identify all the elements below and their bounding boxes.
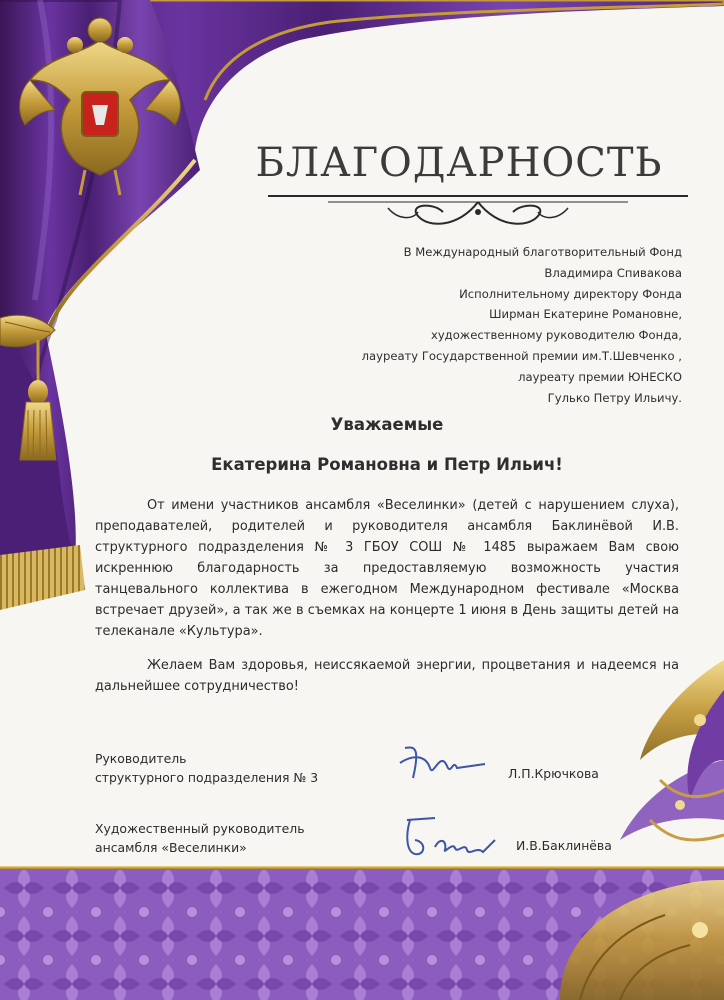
addressee-line: лауреату премии ЮНЕСКО xyxy=(518,369,682,384)
signature-2-image xyxy=(395,812,505,867)
greeting-line-2: Екатерина Романовна и Петр Ильич! xyxy=(211,455,563,474)
signatory-2-name: И.В.Баклинёва xyxy=(516,838,612,853)
signatory-2-role xyxy=(95,819,305,857)
addressee-block xyxy=(242,242,682,408)
addressee-line: Ширман Екатерине Романовне, xyxy=(489,307,682,322)
addressee-line: лауреату Государственной премии им.Т.Шевченко , xyxy=(361,348,682,363)
signatory-2-role-line2: ансамбля «Веселинки» xyxy=(95,840,247,855)
signatory-2-role-line1: Художественный руководитель xyxy=(95,821,305,836)
document-title: БЛАГОДАРНОСТЬ xyxy=(255,140,663,186)
signature-1-image xyxy=(395,738,505,788)
addressee-line: В Международный благотворительный Фонд xyxy=(403,245,682,259)
addressee-line: Владимира Спивакова xyxy=(544,265,682,280)
addressee-line: художественному руководителю Фонда, xyxy=(430,328,682,343)
addressee-line: Гулько Петру Ильичу. xyxy=(547,390,682,405)
title-ornament xyxy=(268,188,688,230)
paragraph-gratitude: От имени участников ансамбля «Веселинки» (детей с нарушением слуха), преподавателей, родителей и руководителя ансамбля Баклинёвой И.В. структурного подразделения № 3 ГБОУ СОШ № 1485 выражаем Вам свою искреннюю благодарность за предоставляемую возможность участия танцевального коллектива в ежегодном Международном фестивале «Москва встречает друзей», а так же в съемках на концерте 1 июня в День защиты детей на телеканале «Культура». xyxy=(95,498,679,639)
paragraph-wishes: Желаем Вам здоровья, неиссякаемой энергии, процветания и надеемся на дальнейшее сотрудничество! xyxy=(95,658,679,694)
addressee-line: Исполнительному директору Фонда xyxy=(459,286,682,301)
signatory-1-role-line1: Руководитель xyxy=(95,751,187,766)
signatory-1-role-line2: структурного подразделения № 3 xyxy=(95,770,319,785)
greeting-line-1: Уважаемые xyxy=(330,415,444,434)
letter-body xyxy=(95,495,679,697)
signatory-1-name: Л.П.Крючкова xyxy=(508,766,599,781)
signatory-1-role xyxy=(95,749,318,787)
